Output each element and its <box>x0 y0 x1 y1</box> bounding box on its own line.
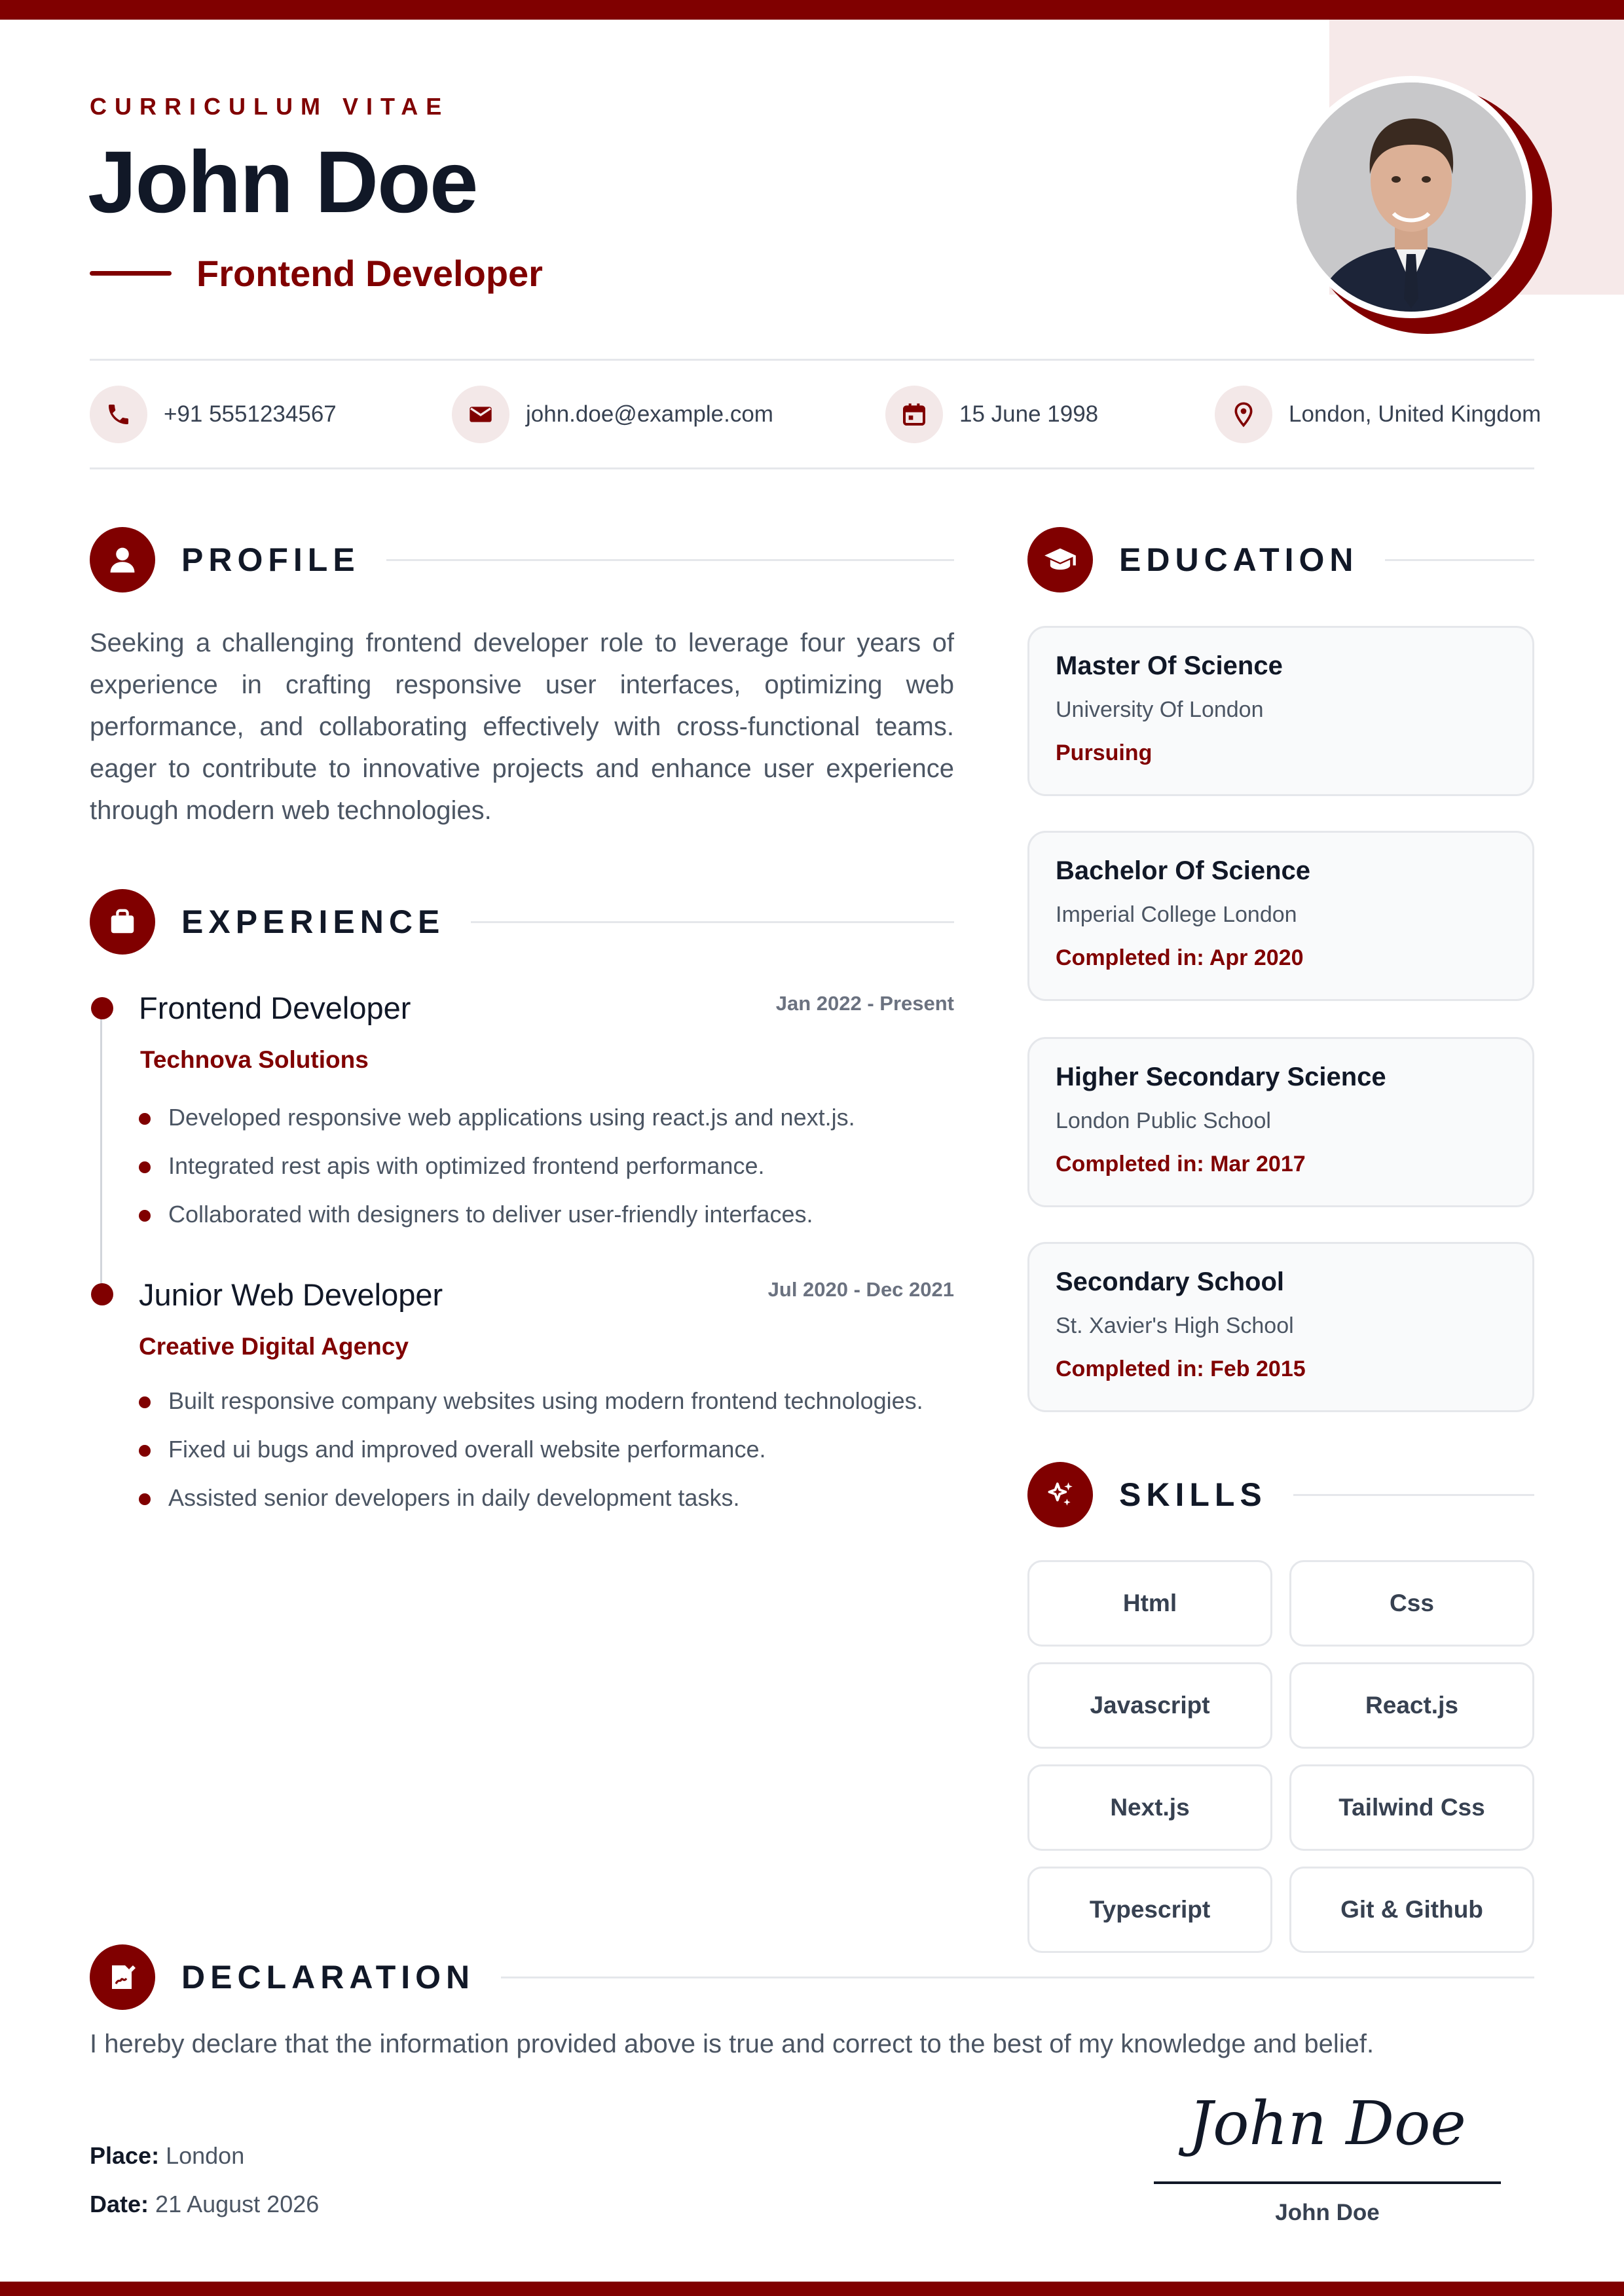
skill-chip: Javascript <box>1027 1662 1272 1749</box>
job-company: Technova Solutions <box>140 1046 369 1073</box>
profile-summary: Seeking a challenging frontend developer role to leverage four years of experience in crafting responsive user interfaces, optimizing web performance, and collaborating effectively with cross-functional teams. eager to contribute to innovative projects and enhance user experience through modern web technologies. <box>90 629 954 825</box>
date-of-birth: 15 June 1998 <box>959 401 1099 427</box>
experience-timeline <box>100 1008 102 1295</box>
job-dates: Jan 2022 - Present <box>775 992 954 1015</box>
section-title: EXPERIENCE <box>181 903 445 940</box>
institution: Imperial College London <box>1056 902 1297 927</box>
email-address: john.doe@example.com <box>526 401 773 427</box>
section-rule <box>1293 1494 1534 1496</box>
skill-chip: Tailwind Css <box>1289 1764 1534 1851</box>
section-title: DECLARATION <box>181 1959 475 1995</box>
education-status: Completed in: Apr 2020 <box>1056 945 1304 970</box>
skills-section-heading <box>1027 1462 1534 1527</box>
section-title: EDUCATION <box>1119 541 1359 578</box>
list-item: Fixed ui bugs and improved overall website performance. <box>139 1430 923 1478</box>
timeline-dot <box>91 1283 113 1305</box>
candidate-role: Frontend Developer <box>196 253 543 294</box>
date-value: 21 August 2026 <box>155 2191 320 2217</box>
signatory-name: John Doe <box>1275 2200 1380 2225</box>
signature-line <box>1154 2181 1501 2184</box>
signature-icon <box>90 1944 155 2010</box>
job-responsibilities <box>139 1098 855 1243</box>
section-rule <box>1385 559 1534 561</box>
degree: Higher Secondary Science <box>1056 1063 1386 1091</box>
section-rule <box>471 921 954 923</box>
list-item: Assisted senior developers in daily development tasks. <box>139 1478 923 1527</box>
declaration-place <box>90 2142 244 2170</box>
institution: London Public School <box>1056 1108 1271 1133</box>
education-status: Pursuing <box>1056 740 1153 765</box>
declaration-statement: I hereby declare that the information provided above is true and correct to the best of my knowledge and belief. <box>90 2030 1375 2058</box>
section-title: SKILLS <box>1119 1476 1267 1513</box>
candidate-name: John Doe <box>88 134 477 231</box>
section-rule <box>501 1977 1534 1978</box>
education-section-heading <box>1027 527 1534 592</box>
section-title: PROFILE <box>181 541 360 578</box>
contact-email <box>452 385 773 444</box>
bottom-accent-bar <box>0 2282 1624 2296</box>
institution: University Of London <box>1056 697 1264 722</box>
degree: Bachelor Of Science <box>1056 856 1311 885</box>
map-pin-icon <box>1215 386 1272 443</box>
profile-section-heading <box>90 527 954 592</box>
degree: Master Of Science <box>1056 651 1283 680</box>
skill-chip: Typescript <box>1027 1867 1272 1953</box>
timeline-dot <box>91 997 113 1019</box>
education-card <box>1027 831 1534 1001</box>
education-status: Completed in: Feb 2015 <box>1056 1357 1306 1381</box>
header-divider <box>90 359 1534 361</box>
calendar-icon <box>885 386 943 443</box>
graduation-cap-icon <box>1027 527 1093 592</box>
job-title: Junior Web Developer <box>139 1277 443 1312</box>
list-item: Developed responsive web applications using react.js and next.js. <box>139 1098 855 1146</box>
top-accent-bar <box>0 0 1624 20</box>
avatar <box>1297 82 1526 312</box>
place-label: Place: <box>90 2142 160 2169</box>
declaration-section-heading <box>90 1944 1534 2010</box>
education-card <box>1027 1242 1534 1412</box>
date-label: Date: <box>90 2191 149 2217</box>
skill-chip: Css <box>1289 1560 1534 1647</box>
list-item: Collaborated with designers to deliver user-friendly interfaces. <box>139 1195 855 1243</box>
list-item: Integrated rest apis with optimized frontend performance. <box>139 1146 855 1195</box>
skill-chip: React.js <box>1289 1662 1534 1749</box>
job-company: Creative Digital Agency <box>139 1333 409 1360</box>
phone-number: +91 5551234567 <box>164 401 337 427</box>
phone-icon <box>90 386 147 443</box>
job-title: Frontend Developer <box>139 991 411 1025</box>
briefcase-icon <box>90 889 155 955</box>
contact-divider <box>90 467 1534 469</box>
job-responsibilities <box>139 1381 923 1527</box>
role-accent-line <box>90 271 172 276</box>
document-kicker: CURRICULUM VITAE <box>90 93 450 120</box>
education-status: Completed in: Mar 2017 <box>1056 1152 1306 1176</box>
list-item: Built responsive company websites using modern frontend technologies. <box>139 1381 923 1430</box>
profile-photo <box>1290 76 1552 338</box>
contact-location <box>1215 385 1541 444</box>
education-card <box>1027 626 1534 796</box>
skill-chip: Html <box>1027 1560 1272 1647</box>
user-icon <box>90 527 155 592</box>
institution: St. Xavier's High School <box>1056 1313 1294 1338</box>
declaration-date <box>90 2191 319 2218</box>
section-rule <box>386 559 954 561</box>
contact-dob <box>885 385 1098 444</box>
location: London, United Kingdom <box>1289 401 1541 427</box>
experience-section-heading <box>90 889 954 955</box>
handwritten-signature: John Doe <box>1189 2088 1466 2159</box>
degree: Secondary School <box>1056 1267 1284 1296</box>
envelope-icon <box>452 386 509 443</box>
job-dates: Jul 2020 - Dec 2021 <box>767 1278 954 1301</box>
education-card <box>1027 1037 1534 1207</box>
skill-chip: Git & Github <box>1289 1867 1534 1953</box>
contact-phone <box>90 385 337 444</box>
sparkles-icon <box>1027 1462 1093 1527</box>
skill-chip: Next.js <box>1027 1764 1272 1851</box>
place-value: London <box>166 2142 245 2169</box>
